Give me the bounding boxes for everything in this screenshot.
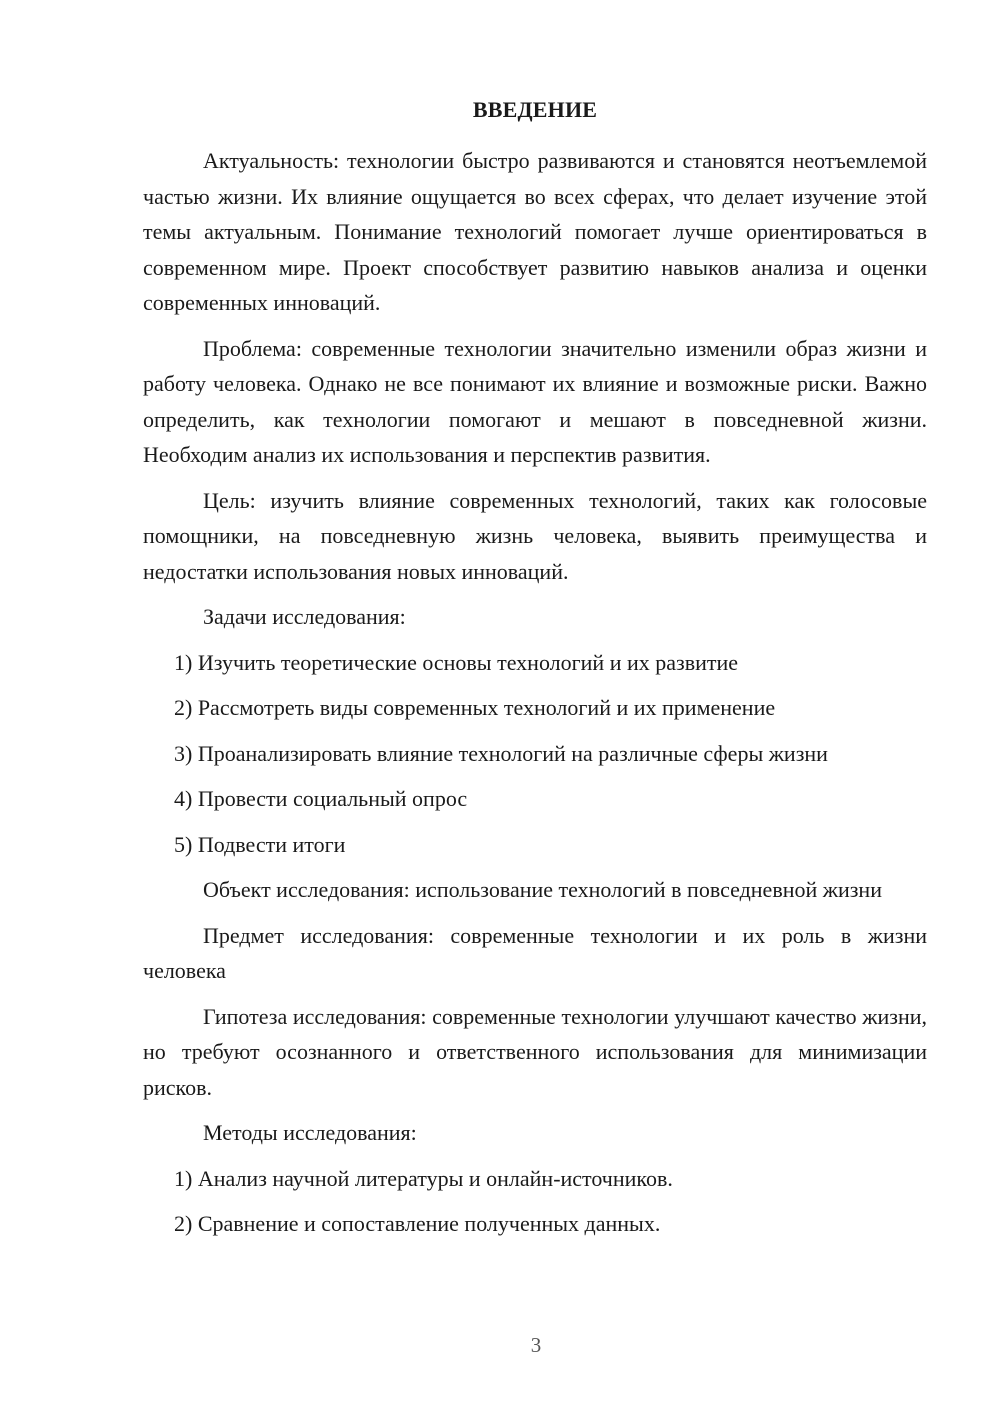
methods-heading: Методы исследования: — [203, 1120, 417, 1145]
method-item-1: 1) Анализ научной литературы и онлайн-источников. — [174, 1165, 673, 1191]
document-body — [143, 143, 927, 1252]
tasks-heading: Задачи исследования: — [203, 604, 406, 629]
subject-paragraph: Предмет исследования: современные технологии и их роль в жизни человека — [143, 922, 927, 983]
task-item-3: 3) Проанализировать влияние технологий на различные сферы жизни — [174, 740, 828, 766]
relevance-paragraph: Актуальность: технологии быстро развиваются и становятся неотъемлемой частью жизни. Их влияние ощущается во всех сферах, что делает изучение этой темы актуальным. Понимание технологий помогает лучше ориентироваться в современном мире. Проект способствует развитию навыков анализа и оценки современных инноваций. — [143, 148, 927, 315]
method-item-2: 2) Сравнение и сопоставление полученных данных. — [174, 1211, 661, 1236]
section-title: ВВЕДЕНИЕ — [472, 97, 598, 122]
task-item-5: 5) Подвести итоги — [174, 831, 346, 857]
task-item-4: 4) Провести социальный опрос — [174, 786, 468, 811]
hypothesis-paragraph: Гипотеза исследования: современные технологии улучшают качество жизни, но требуют осознанного и ответственного использования для минимизации рисков. — [143, 1003, 927, 1100]
problem-paragraph: Проблема: современные технологии значительно изменили образ жизни и работу человека. Однако не все понимают их влияние и возможные риски. Важно определить, как технологии помогают и мешают в повседневной жизни. Необходим анализ их использования и перспектив развития. — [143, 335, 927, 467]
page-number: 3 — [530, 1333, 542, 1357]
task-item-2: 2) Рассмотреть виды современных технологий и их применение — [174, 695, 776, 720]
task-item-1: 1) Изучить теоретические основы технологий и их развитие — [174, 649, 739, 675]
object-paragraph: Объект исследования: использование технологий в повседневной жизни — [203, 877, 882, 902]
goal-paragraph: Цель: изучить влияние современных технологий, таких как голосовые помощники, на повседневную жизнь человека, выявить преимущества и недостатки использования новых инноваций. — [143, 487, 927, 584]
